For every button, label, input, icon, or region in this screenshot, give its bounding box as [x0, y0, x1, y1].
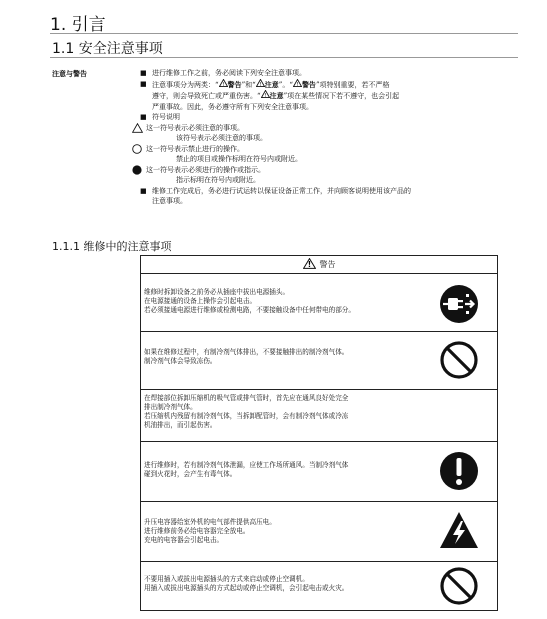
note-text: 维修工作完成后，务必进行试运转以保证设备正常工作，并向顾客说明使用该产品的	[152, 186, 411, 195]
attention-triangle-icon	[132, 123, 143, 133]
note-text: 严重事故。因此，务必遵守所有下列安全注意事项。	[152, 102, 313, 111]
symbol-prohibited	[132, 144, 508, 155]
mandatory-dot-icon	[132, 165, 142, 175]
svg-text:!: !	[264, 92, 267, 98]
warning-triangle-icon	[293, 79, 302, 87]
warning-line: 碰到火花时，会产生有毒气体。	[144, 470, 237, 478]
warning-line: 用插入或拔出电源插头的方式起动或停止空调机，会引起电击或火灾。	[144, 584, 349, 592]
warning-row-text	[144, 575, 434, 593]
symbol-prohibited-sub: 禁止的项目或操作标明在符号内或附近。	[176, 155, 302, 163]
warning-row-text	[144, 348, 434, 366]
svg-text:!: !	[307, 260, 311, 269]
symbol-text: 这一符号表示必须进行的操作或指示。	[146, 165, 265, 174]
warning-line: 若压缩机内残留有制冷剂气体，当拆卸配管时，会有制冷剂气体或冷冻	[144, 412, 349, 420]
warning-triangle-icon	[256, 79, 265, 87]
section-title: 1.1 安全注意事项	[52, 41, 163, 57]
warning-word: 警告	[301, 79, 316, 89]
square-bullet-icon: ■	[140, 79, 147, 88]
caution-word: 注意	[269, 91, 284, 100]
warning-triangle-icon	[219, 79, 228, 87]
unplug-icon	[439, 284, 479, 324]
warning-line: 排出制冷剂气体。	[144, 403, 197, 411]
warning-table	[140, 255, 498, 611]
note-text: 符号说明	[152, 113, 180, 121]
note-text: ”和“	[241, 80, 256, 89]
warning-line: 若必须接通电源进行维修或检测电路，不要接触设备中任何带电的部分。	[144, 306, 355, 314]
warning-line: 在焊接部位拆卸压缩机的吸气管或排气管时，首先应在通风良好处完全	[144, 394, 349, 402]
warning-row-compressor	[141, 389, 497, 442]
note-text: 注意事项分为两类：“	[152, 80, 219, 89]
note-text: ”项在某些情况下若不遵守，也会引起	[283, 92, 400, 100]
note-text: ”项特别重要，若不严格	[315, 80, 390, 89]
prohibited-icon	[439, 340, 479, 380]
warning-header-text: 警告	[319, 260, 336, 269]
note-text: 注意事项。	[152, 197, 187, 205]
warning-row-ventilation	[141, 441, 497, 502]
warning-table-header	[141, 256, 497, 274]
svg-text:!: !	[222, 81, 225, 87]
warning-row-refrigerant	[141, 331, 497, 390]
warning-triangle-icon	[303, 258, 316, 269]
svg-text:!: !	[259, 81, 262, 87]
warning-line: 进行维修前务必给电容器完全放电。	[144, 527, 250, 535]
symbol-text: 这一符号表示必须注意的事项。	[146, 123, 244, 132]
warning-row-plug-switch	[141, 561, 497, 610]
warning-row-text	[144, 394, 434, 430]
warning-line: 在电源接通的设备上操作会引起电击。	[144, 297, 257, 305]
square-bullet-icon: ■	[140, 69, 147, 77]
warning-line: 充电的电容器会引起电击。	[144, 536, 224, 544]
section-rule	[50, 57, 518, 58]
note-bullet-2	[140, 79, 508, 113]
symbol-text: 这一符号表示禁止进行的操作。	[146, 144, 244, 153]
note-text: 进行维修工作之前，务必阅读下列安全注意事项。	[152, 69, 306, 77]
square-bullet-icon: ■	[140, 113, 147, 121]
chapter-title: 1. 引言	[50, 15, 106, 35]
warning-line: 制冷剂气体会导致冻伤。	[144, 357, 217, 365]
chapter-rule	[50, 33, 518, 34]
mandatory-icon	[439, 451, 479, 491]
warning-word: 警告	[227, 79, 242, 89]
note-bullet-1	[140, 68, 508, 79]
subsection-title: 1.1.1 维修中的注意事项	[52, 240, 172, 253]
prohibited-icon	[439, 566, 479, 606]
square-bullet-icon: ■	[140, 186, 147, 195]
symbol-mandatory	[132, 165, 508, 176]
svg-text:!: !	[296, 81, 299, 87]
warning-line: 机油排出，而引起伤害。	[144, 421, 217, 429]
symbol-attention	[132, 123, 508, 134]
warning-row-text	[144, 461, 434, 479]
high-voltage-icon	[439, 511, 479, 551]
side-label: 注意与警告	[52, 70, 87, 78]
warning-row-text	[144, 518, 434, 545]
symbol-attention-sub: 该符号表示必须注意的事项。	[176, 134, 267, 142]
symbol-mandatory-sub: 指示标明在符号内或附近。	[176, 176, 260, 184]
note-text: ”。“	[278, 80, 293, 89]
note-text: 遵守，则会导致死亡或严重伤害。“	[152, 92, 261, 100]
prohibited-circle-icon	[132, 144, 142, 154]
warning-row-text	[144, 288, 434, 315]
caution-word: 注意	[264, 79, 279, 89]
warning-row-capacitor	[141, 501, 497, 562]
note-bullet-4	[140, 186, 508, 207]
warning-line: 如果在维修过程中，有制冷剂气体排出，不要接触排出的制冷剂气体。	[144, 348, 349, 356]
warning-line: 不要用插入或拔出电源插头的方式来启动或停止空调机。	[144, 575, 309, 583]
warning-line: 进行维修时，若有制冷剂气体泄漏，应使工作场所通风。当制冷剂气体	[144, 461, 349, 469]
safety-notes	[140, 68, 508, 207]
warning-row-unplug	[141, 273, 497, 332]
note-bullet-3	[140, 112, 508, 123]
warning-line: 升压电容器给室外机的电气部件提供高压电。	[144, 518, 276, 526]
warning-line: 维修时拆卸设备之前务必从插座中拔出电源插头。	[144, 288, 290, 296]
warning-triangle-icon	[261, 90, 270, 98]
